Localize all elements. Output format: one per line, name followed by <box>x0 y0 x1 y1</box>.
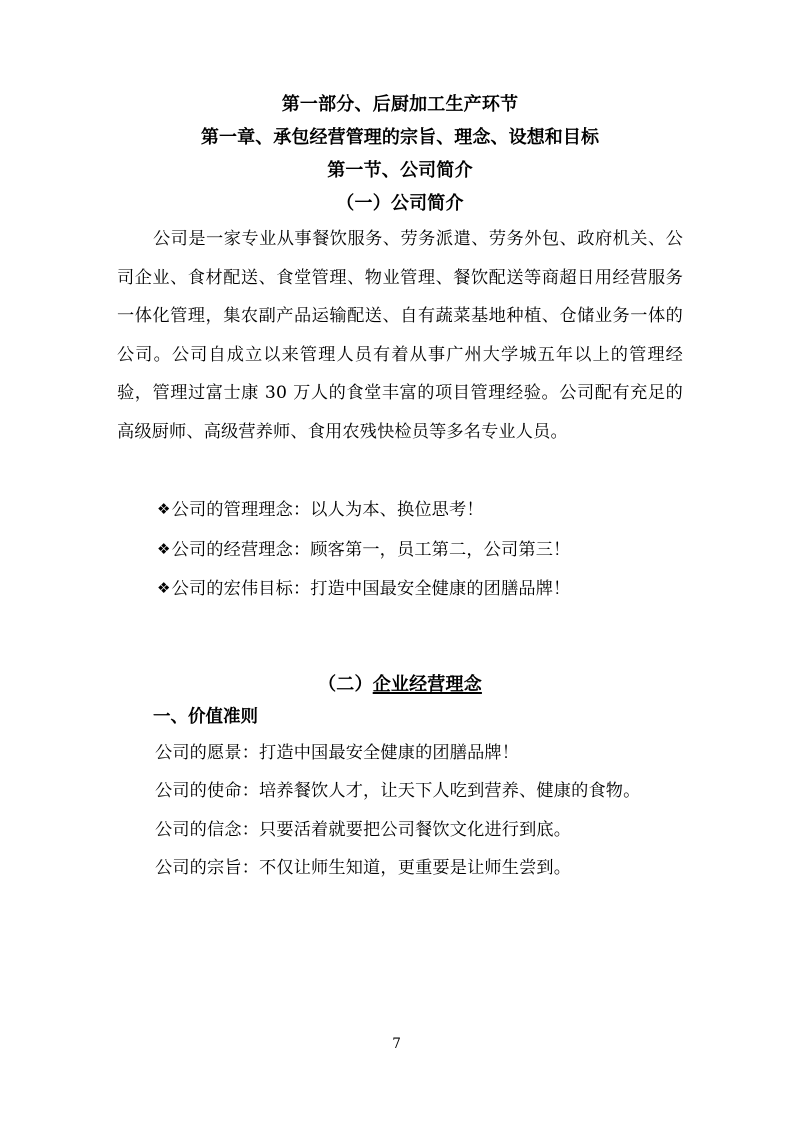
diamond-bullet-icon: ❖ <box>157 539 171 558</box>
value-principle-line: 公司的宗旨：不仅让师生知道，更重要是让师生尝到。 <box>155 858 572 879</box>
heading-subsection-two-text: 企业经营理念 <box>372 673 482 695</box>
heading-part: 第一部分、后厨加工生产环节 <box>281 94 519 115</box>
heading-section: 第一节、公司简介 <box>327 160 473 181</box>
list-item <box>117 490 683 530</box>
heading-chapter: 第一章、承包经营管理的宗旨、理念、设想和目标 <box>200 127 600 148</box>
diamond-bullet-icon: ❖ <box>157 579 171 598</box>
value-principle-line: 公司的信念：只要活着就要把公司餐饮文化进行到底。 <box>155 819 572 840</box>
list-item-label: 公司的经营理念：顾客第一，员工第二，公司第三！ <box>171 539 571 560</box>
page-content <box>117 88 683 888</box>
heading-subsection-two <box>117 668 683 701</box>
heading-subsection-two-prefix: （二） <box>318 673 373 695</box>
list-item <box>117 569 683 609</box>
page-number: 7 <box>392 1036 401 1052</box>
value-principle-line: 公司的使命：培养餐饮人才，让天下人吃到营养、健康的食物。 <box>155 781 641 802</box>
heading-subsection-one: （一）公司简介 <box>336 193 464 214</box>
diamond-bullet-icon: ❖ <box>157 500 171 519</box>
company-intro-paragraph: 公司是一家专业从事餐饮服务、劳务派遣、劳务外包、政府机关、公司企业、食材配送、食堂管理、物业管理、餐饮配送等商超日用经营服务一体化管理，集农副产品运输配送、自有蔬菜基地种植、仓储业务一体的公司。公司自成立以来管理人员有着从事广州大学城五年以上的管理经验，管理过富士康 30 万人的食堂丰富的项目管理经验。公司配有充足的高级厨师、高级营养师、食用农残快检员等多名专业人员。 <box>117 229 683 442</box>
value-principle-line: 公司的愿景：打造中国最安全健康的团膳品牌！ <box>155 742 520 763</box>
list-item-label: 公司的管理理念：以人为本、换位思考！ <box>171 500 484 521</box>
heading-item-one: 一、价值准则 <box>153 706 258 727</box>
list-item-label: 公司的宏伟目标：打造中国最安全健康的团膳品牌！ <box>171 579 571 600</box>
blank-space-filler <box>117 648 683 668</box>
list-item <box>117 530 683 570</box>
philosophy-bullet-list <box>117 490 683 609</box>
blank-line-before-bullets <box>117 452 683 491</box>
blank-line-before-subsection-two <box>117 609 683 648</box>
